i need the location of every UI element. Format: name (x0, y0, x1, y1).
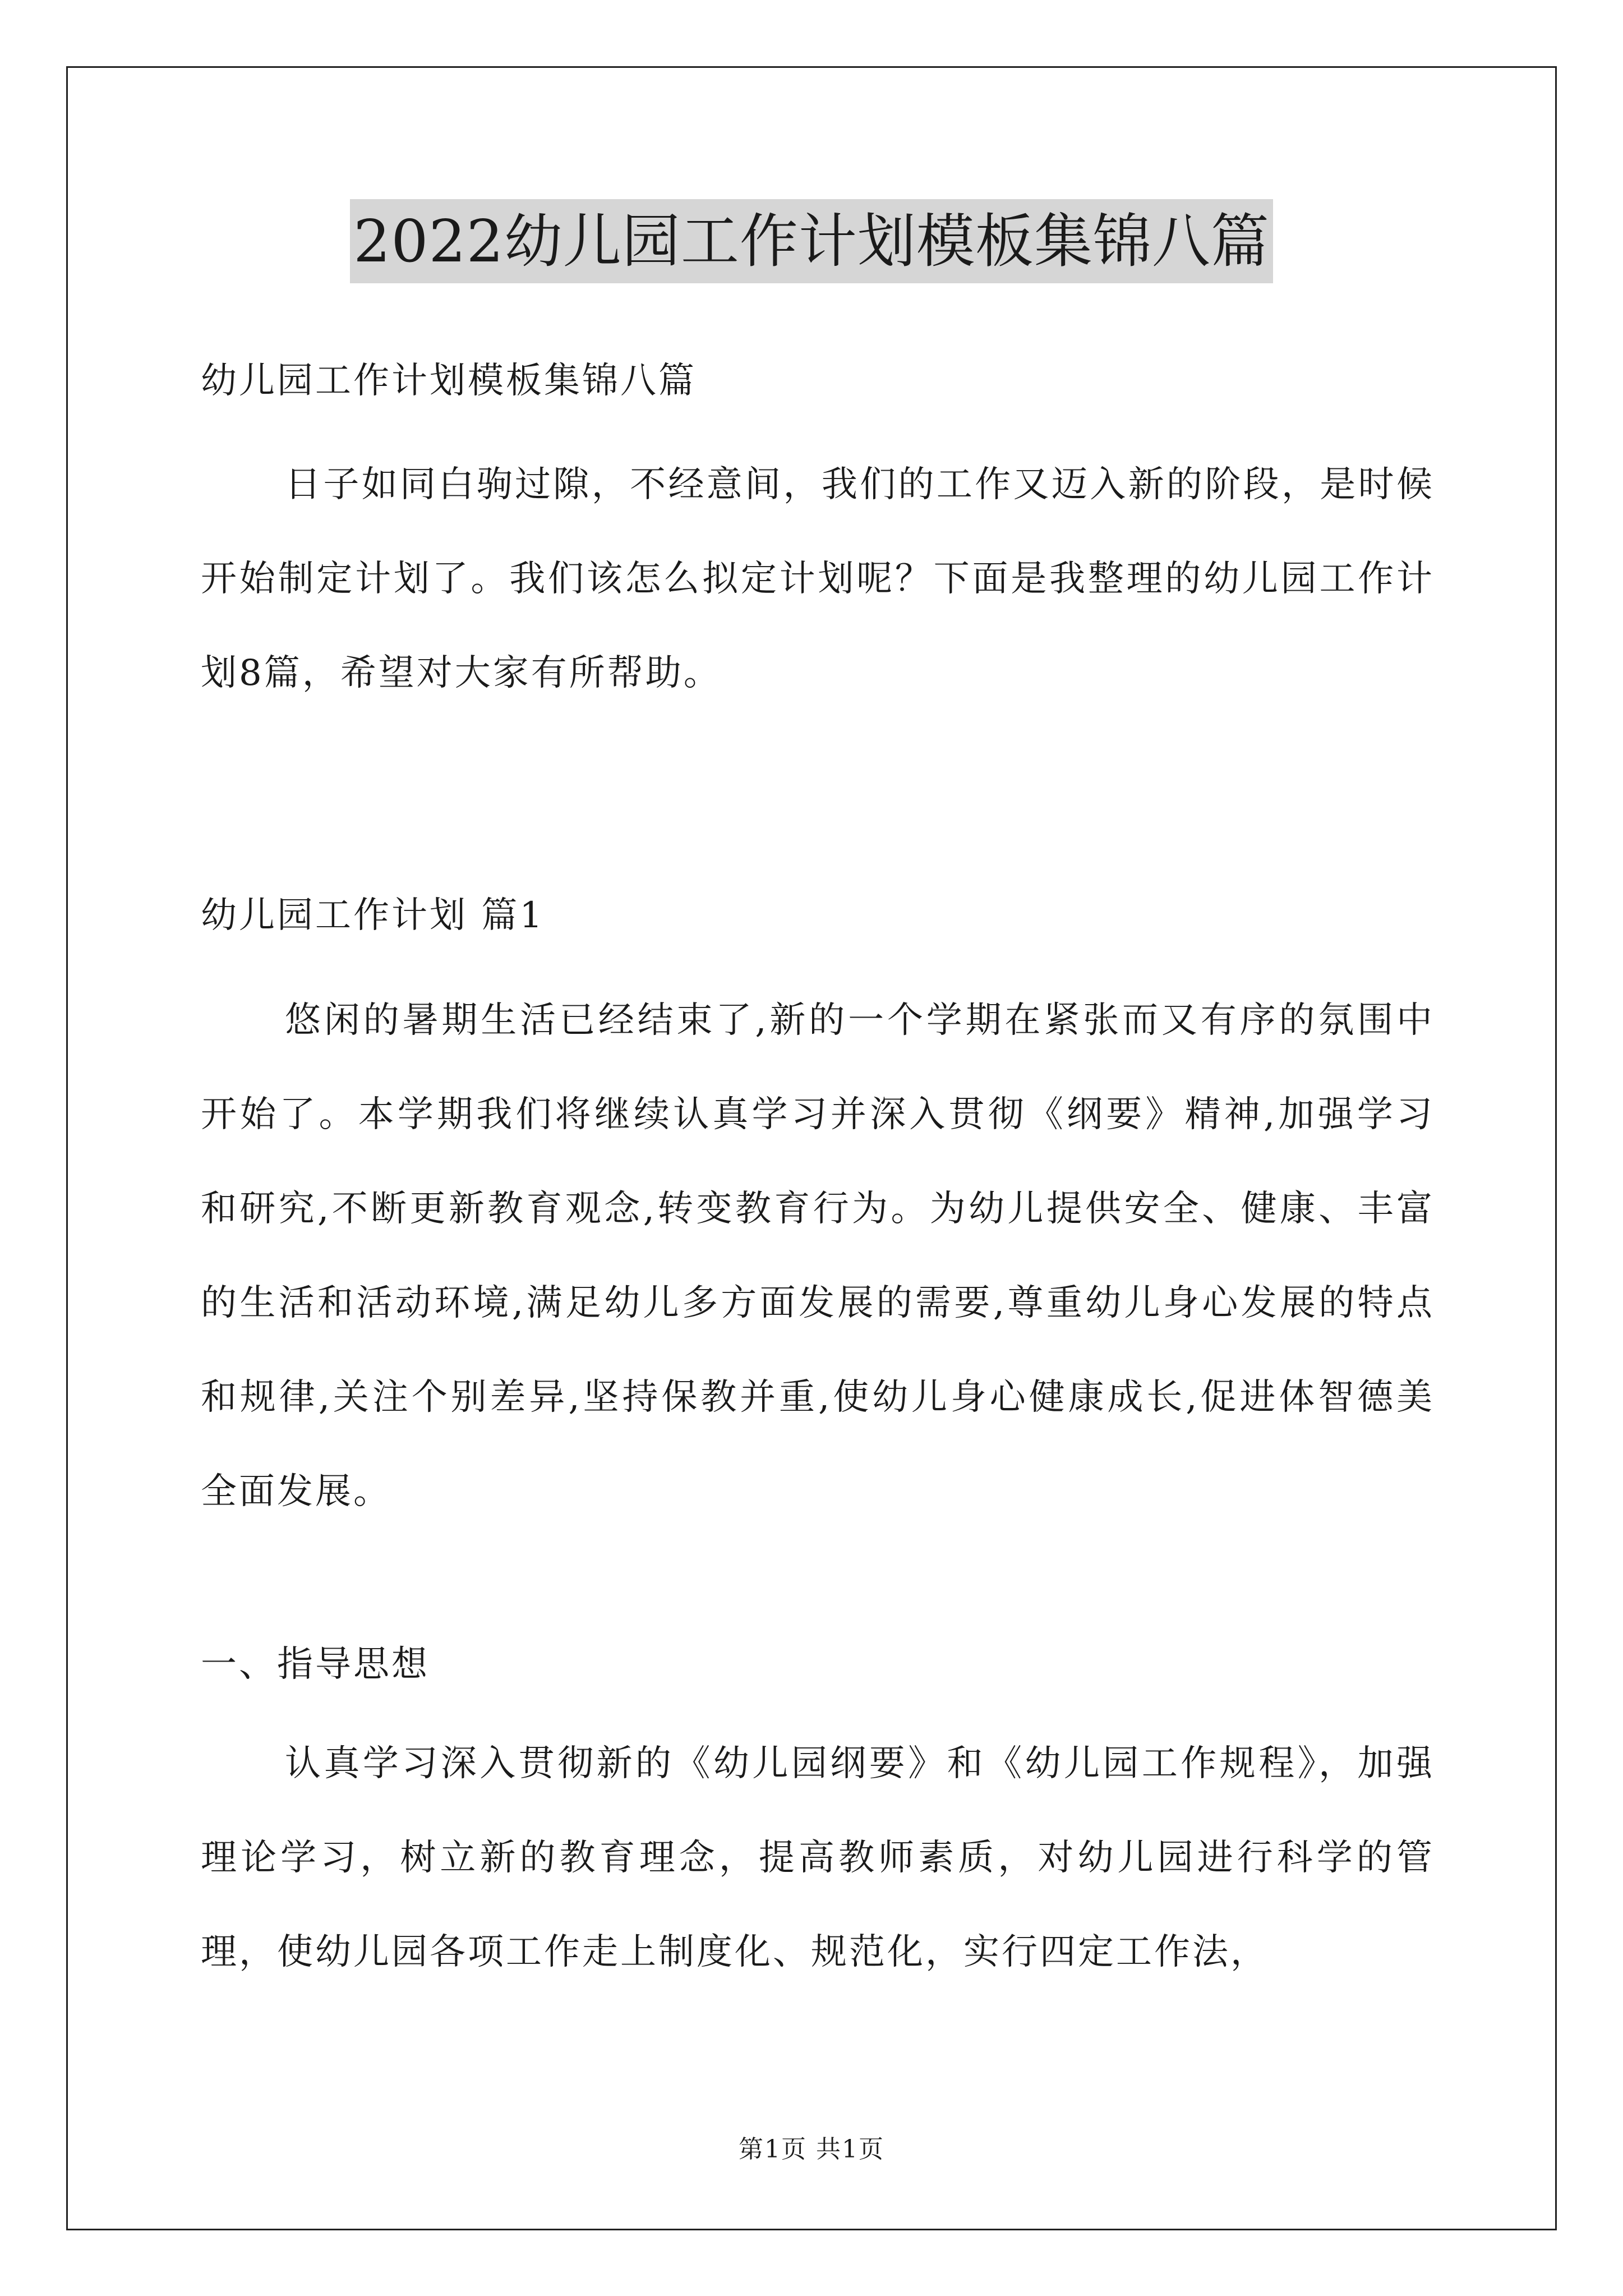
section-paragraph-2: 认真学习深入贯彻新的《幼儿园纲要》和《幼儿园工作规程》，加强理论学习，树立新的教育理念，提高教师素质，对幼儿园进行科学的管理，使幼儿园各项工作走上制度化、规范化，实行四定工作法， (201, 1743, 1435, 1973)
intro-paragraph: 日子如同白驹过隙，不经意间，我们的工作又迈入新的阶段，是时候开始制定计划了。我们该怎么拟定计划呢？下面是我整理的幼儿园工作计划8篇，希望对大家有所帮助。 (201, 464, 1435, 694)
subheading-guiding-ideology: 一、指导思想 (201, 1644, 430, 1685)
title-container (0, 199, 1623, 283)
document-title: 2022幼儿园工作计划模板集锦八篇 (350, 199, 1273, 283)
page-footer: 第1页 共1页 (739, 2135, 884, 2164)
section-paragraph-1: 悠闲的暑期生活已经结束了,新的一个学期在紧张而又有序的氛围中开始了。本学期我们将继续认真学习并深入贯彻《纲要》精神,加强学习和研究,不断更新教育观念,转变教育行为。为幼儿提供安全、健康、丰富的生活和活动环境,满足幼儿多方面发展的需要,尊重幼儿身心发展的特点和规律,关注个别差异,坚持保教并重,使幼儿身心健康成长,促进体智德美全面发展。 (201, 1000, 1435, 1512)
document-subtitle: 幼儿园工作计划模板集锦八篇 (201, 360, 697, 402)
section-heading: 幼儿园工作计划 篇1 (201, 895, 545, 936)
